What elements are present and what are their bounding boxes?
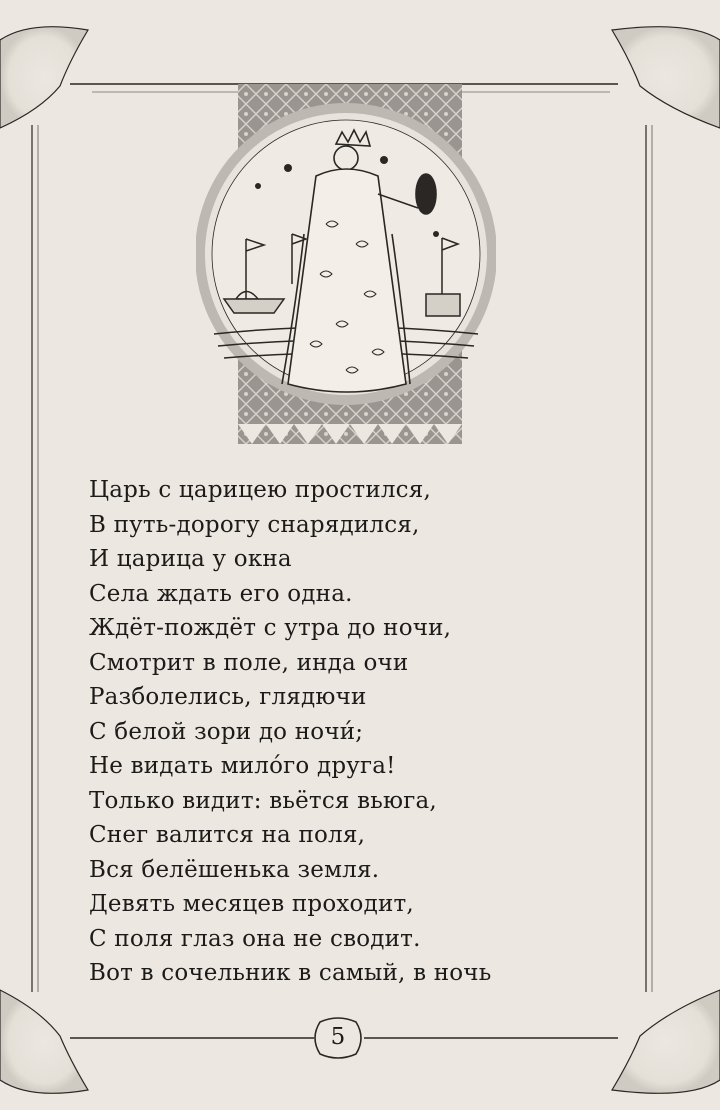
poem-line: С белой зори до ночи́; <box>89 718 364 745</box>
poem-line: Разболелись, глядючи <box>89 684 367 710</box>
poem-line: В путь-дорогу снарядился, <box>89 511 420 538</box>
poem-line: Села ждать его одна. <box>89 580 353 607</box>
poem-line: Девять месяцев проходит, <box>89 891 414 917</box>
corner-ornament-bottom-right <box>612 990 720 1093</box>
poem-line: Только видит: вьётся вьюга, <box>89 787 437 814</box>
poem-line: С поля глаз она не сводит. <box>89 925 421 952</box>
poem-line: Снег валится на поля, <box>89 822 366 848</box>
poem-line: Вот в сочельник в самый, в ночь <box>89 960 492 986</box>
poem-line: И царица у окна <box>89 546 292 572</box>
corner-ornament-bottom-left <box>0 990 88 1093</box>
poem-text <box>89 473 669 991</box>
corner-ornament-top-right <box>612 27 720 128</box>
poem-line: Ждёт-пождёт с утра до ночи, <box>89 615 452 641</box>
tsaritsa-at-window-illustration-icon <box>196 84 496 444</box>
corner-ornament-top-left <box>0 27 88 128</box>
poem-line: Царь с царицею простился, <box>89 477 431 503</box>
poem-line: Смотрит в поле, инда очи <box>89 649 409 676</box>
poem-line: Вся белёшенька земля. <box>89 856 380 883</box>
page-number: 5 <box>330 1024 346 1050</box>
poem-line: Не видать мило́го друга! <box>89 753 396 779</box>
